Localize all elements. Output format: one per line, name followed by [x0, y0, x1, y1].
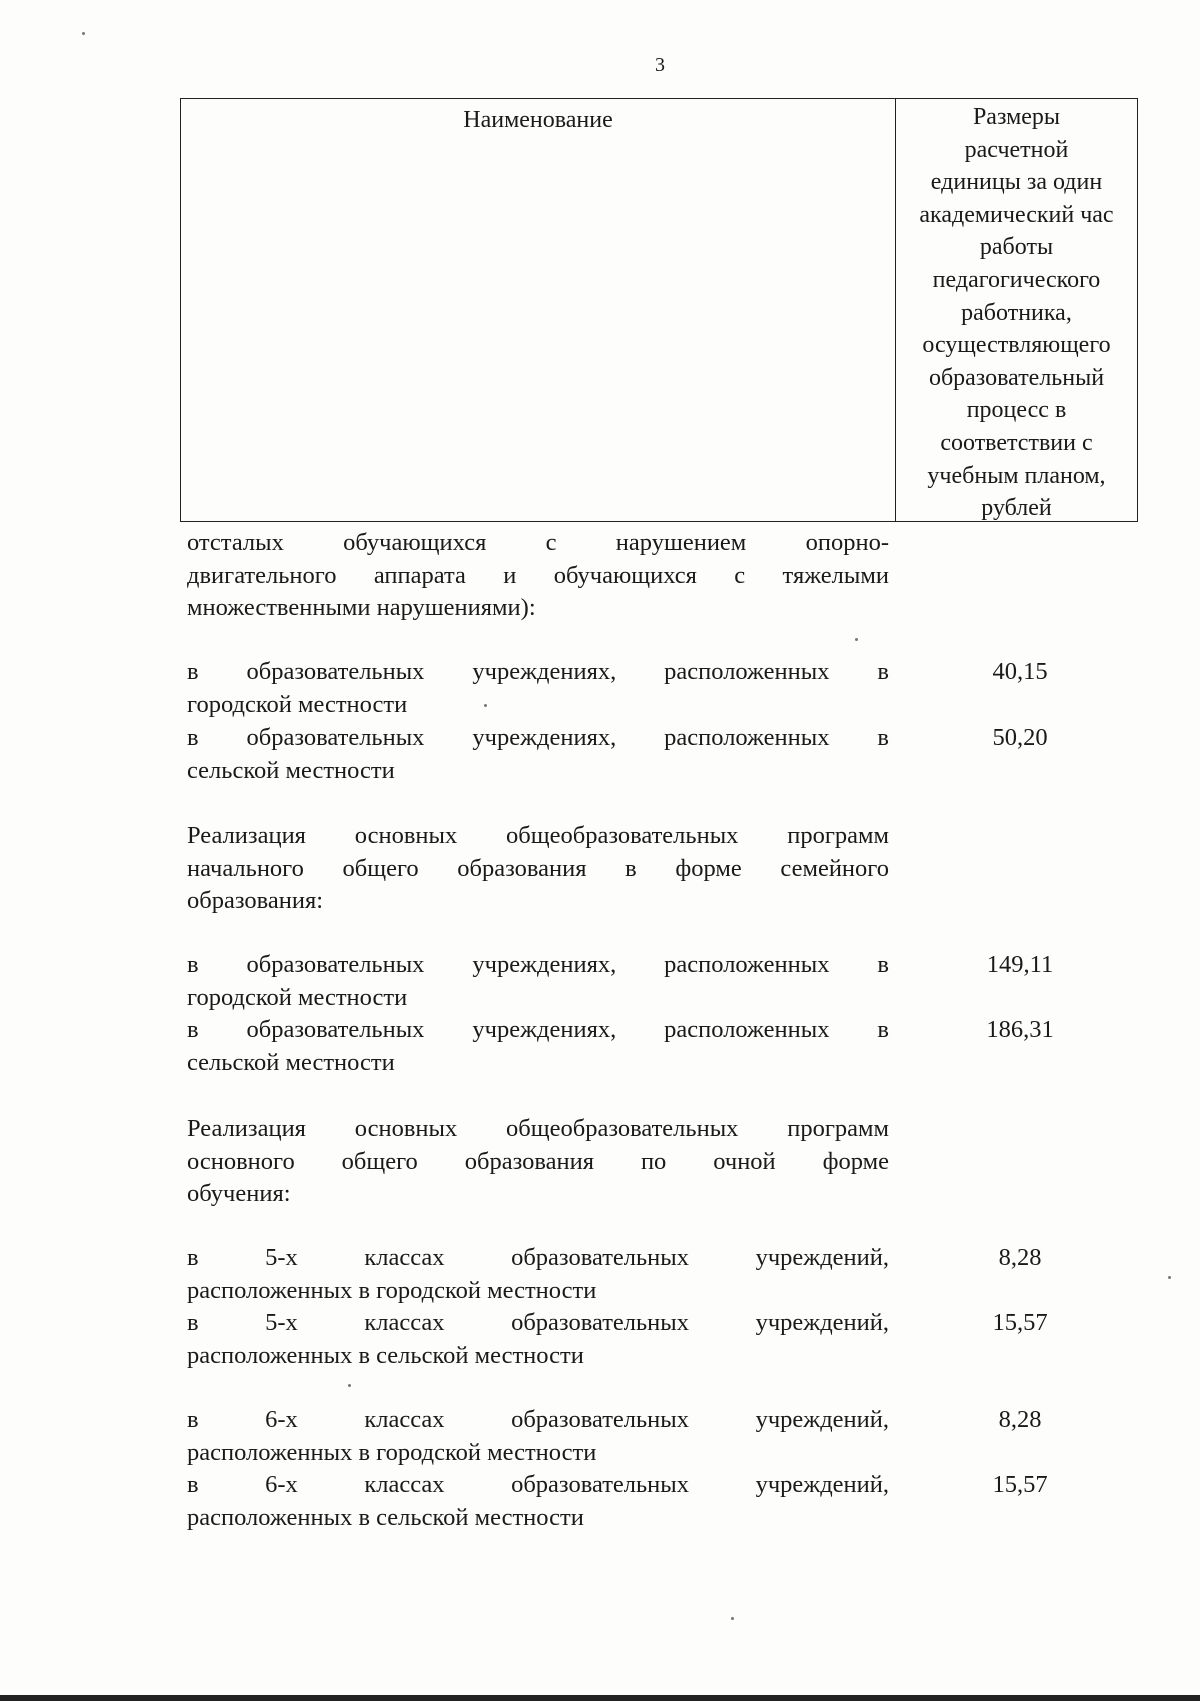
text-line: двигательного аппарата и обучающихся с тяжелыми — [187, 561, 889, 589]
rate-header-line: учебным планом, — [927, 462, 1106, 489]
scan-speck — [855, 638, 858, 641]
rate-header-line: образовательный — [928, 364, 1105, 391]
table-row — [187, 1404, 889, 1469]
text-line: начального общего образования в форме семейного — [187, 854, 889, 882]
row-text-line: в 5-х классах образовательных учреждений, — [187, 1244, 889, 1271]
rate-header-line: единицы за один — [930, 169, 1103, 196]
rate-value: 15,57 — [992, 1471, 1048, 1498]
rate-value: 186,31 — [986, 1016, 1054, 1043]
rate-header-line: Размеры — [972, 104, 1061, 130]
row-text-line: в образовательных учреждениях, расположенных в — [187, 1016, 889, 1043]
row-text-line: в образовательных учреждениях, расположенных в — [187, 658, 889, 685]
scan-speck — [348, 1384, 351, 1387]
page-number: 3 — [655, 54, 665, 76]
table-header — [180, 98, 1138, 522]
rate-value: 50,20 — [992, 724, 1048, 751]
rate-header-line: расчетной — [964, 136, 1069, 163]
text-line: основного общего образования по очной форме — [187, 1147, 889, 1175]
table-row — [187, 1469, 889, 1534]
rate-value: 40,15 — [992, 658, 1048, 685]
continuation-text — [187, 527, 889, 625]
section-heading — [187, 1113, 889, 1211]
row-text-line: в 5-х классах образовательных учреждений, — [187, 1309, 889, 1336]
scan-edge — [0, 1695, 1200, 1701]
scan-speck — [82, 32, 85, 35]
row-text-line: в 6-х классах образовательных учреждений, — [187, 1406, 889, 1433]
text-line: Реализация основных общеобразовательных программ — [187, 822, 889, 849]
rate-header-line: работы — [979, 234, 1054, 261]
text-line: множественными нарушениями): — [187, 594, 536, 621]
row-text-line: сельской местности — [187, 756, 395, 784]
row-text-line: городской местности — [187, 690, 408, 718]
row-text-line: расположенных в сельской местности — [187, 1341, 584, 1369]
table-row — [187, 1014, 889, 1079]
row-text-line: сельской местности — [187, 1048, 395, 1076]
column-header-name: Наименование — [181, 99, 896, 521]
column-header-rate — [896, 99, 1137, 521]
row-text-line: в 6-х классах образовательных учреждений, — [187, 1471, 889, 1498]
section-heading — [187, 820, 889, 918]
rate-value: 8,28 — [998, 1244, 1042, 1271]
row-text-line: расположенных в сельской местности — [187, 1503, 584, 1531]
row-text-line: расположенных в городской местности — [187, 1438, 597, 1466]
rate-header-line: рублей — [981, 495, 1052, 522]
row-text-line: в образовательных учреждениях, расположенных в — [187, 724, 889, 751]
table-row — [187, 1242, 889, 1307]
scan-speck — [484, 704, 487, 707]
table-row — [187, 722, 889, 787]
rate-header-line: работника, — [961, 299, 1072, 326]
text-line: отсталых обучающихся с нарушением опорно- — [187, 529, 889, 556]
row-text-line: городской местности — [187, 983, 408, 1011]
scan-speck — [1168, 1276, 1171, 1279]
row-text-line: в образовательных учреждениях, расположенных в — [187, 951, 889, 978]
rate-header-line: соответствии с — [940, 429, 1093, 456]
text-line: обучения: — [187, 1180, 291, 1207]
rate-value: 8,28 — [998, 1406, 1042, 1433]
rate-header-line: процесс в — [966, 397, 1067, 424]
table-row — [187, 656, 889, 721]
text-line: образования: — [187, 887, 324, 914]
rate-header-line: осуществляющего — [922, 332, 1111, 359]
row-text-line: расположенных в городской местности — [187, 1276, 597, 1304]
table-row — [187, 949, 889, 1014]
rate-header-line: педагогического — [932, 266, 1101, 293]
text-line: Реализация основных общеобразовательных программ — [187, 1115, 889, 1142]
rate-header-line: академический час — [919, 201, 1114, 228]
table-row — [187, 1307, 889, 1372]
rate-value: 15,57 — [992, 1309, 1048, 1336]
rate-value: 149,11 — [986, 951, 1054, 978]
scan-speck — [731, 1617, 734, 1620]
